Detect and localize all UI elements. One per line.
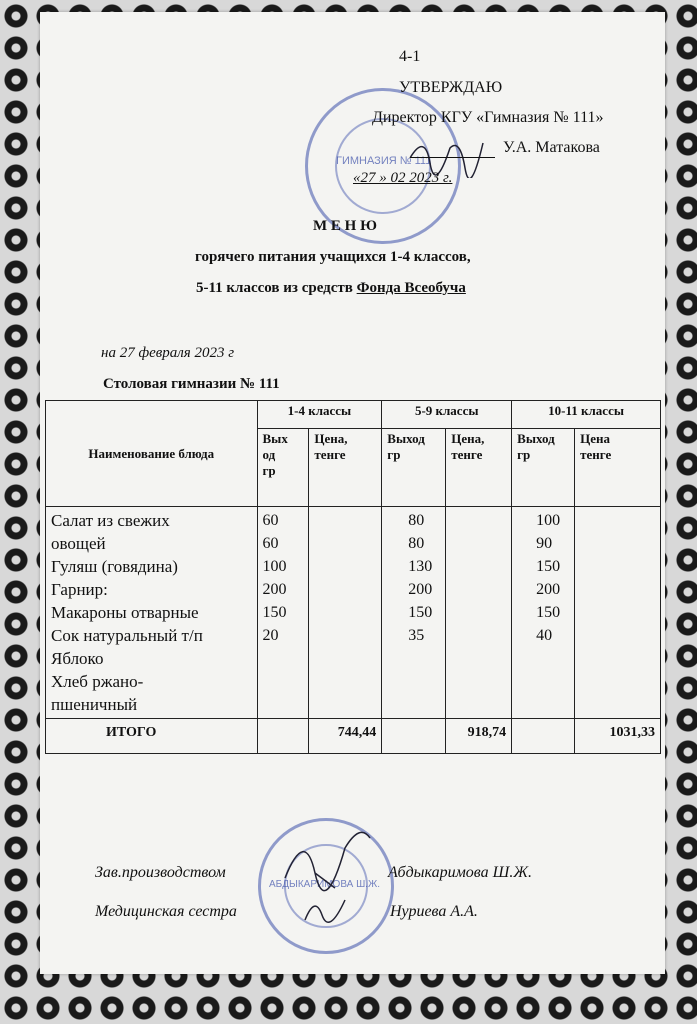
total-label: ИТОГО xyxy=(46,719,258,754)
fund-name: Фонда Всеобуча xyxy=(356,280,466,296)
director-name: У.А. Матакова xyxy=(503,139,600,156)
sub-header: Цена, тенге xyxy=(309,429,382,507)
dish-item: Салат из свежих овощей xyxy=(51,511,170,553)
price-10-11 xyxy=(575,507,661,719)
nurse-name: Нуриева А.А. xyxy=(390,903,478,920)
director-title: Директор КГУ «Гимназия № 111» xyxy=(372,109,604,126)
dish-header: Наименование блюда xyxy=(46,401,258,507)
menu-table xyxy=(45,400,661,754)
production-role: Зав.производством xyxy=(95,864,226,881)
production-signature xyxy=(275,818,385,898)
group-1-4: 1-4 классы xyxy=(257,401,382,429)
group-10-11: 10-11 классы xyxy=(512,401,661,429)
price-1-4 xyxy=(309,507,382,719)
nurse-signature xyxy=(300,895,350,925)
group-5-9: 5-9 классы xyxy=(382,401,512,429)
form-number: 4-1 xyxy=(399,48,421,65)
sub-header: Выход гр xyxy=(512,429,575,507)
sub-header: Цена тенге xyxy=(575,429,661,507)
total-10-11: 1031,33 xyxy=(575,719,661,754)
menu-subtitle-1: горячего питания учащихся 1-4 классов, xyxy=(195,249,471,265)
menu-date: на 27 февраля 2023 г xyxy=(101,345,235,361)
dish-item: Макароны отварные xyxy=(51,603,199,622)
dish-list xyxy=(46,507,258,719)
yield-5-9: 80 80 130 200 150 35 xyxy=(382,507,446,719)
dish-item: Хлеб ржано- пшеничный xyxy=(51,672,144,714)
dish-item: Сок натуральный т/п xyxy=(51,626,203,645)
director-name-line xyxy=(410,139,600,158)
yield-10-11: 100 90 150 200 150 40 xyxy=(512,507,575,719)
nurse-role: Медицинская сестра xyxy=(95,903,237,920)
approval-heading: УТВЕРЖДАЮ xyxy=(399,79,503,96)
total-5-9: 918,74 xyxy=(446,719,512,754)
yield-1-4: 60 60 100 200 150 20 xyxy=(257,507,309,719)
dish-item: Яблоко xyxy=(51,649,104,668)
price-5-9 xyxy=(446,507,512,719)
sub-header: Вых од гр xyxy=(257,429,309,507)
approval-date: «27 » 02 2023 г. xyxy=(353,170,453,186)
dish-item: Гуляш (говядина) Гарнир: xyxy=(51,557,178,599)
menu-title: М Е Н Ю xyxy=(313,218,377,234)
canteen-name: Столовая гимназии № 111 xyxy=(103,376,280,392)
total-1-4: 744,44 xyxy=(309,719,382,754)
personal-stamp: АБДЫКАРИМОВА Ш.Ж. xyxy=(258,818,394,954)
official-seal-stamp: ГИМНАЗИЯ № 111 xyxy=(305,88,461,244)
production-name: Абдыкаримова Ш.Ж. xyxy=(388,864,532,881)
sub-header: Выход гр xyxy=(382,429,446,507)
menu-subtitle-2: 5-11 классов из средств Фонда Всеобуча xyxy=(196,280,466,296)
sub-header: Цена, тенге xyxy=(446,429,512,507)
